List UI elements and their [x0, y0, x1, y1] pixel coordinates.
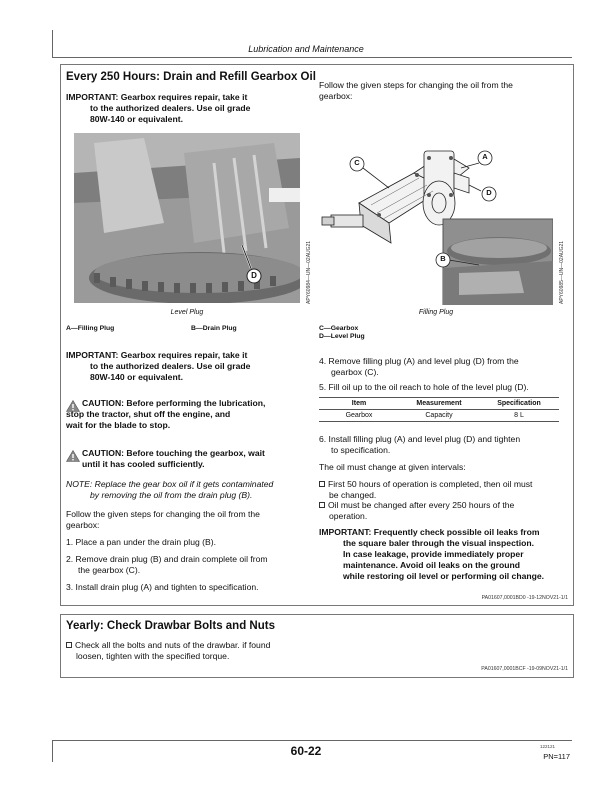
- legend-d: D—Level Plug: [319, 333, 365, 340]
- callout-b-fig2: B: [440, 254, 446, 263]
- footer-rule: [52, 740, 572, 741]
- legend-a: A—Filling Plug: [66, 325, 115, 332]
- important-2: IMPORTANT: Gearbox requires repair, take it to the authorized dealers. Use oil grade 80W-140 or equivalent.: [66, 350, 251, 382]
- page-number: 60-22: [290, 744, 322, 758]
- interval-1: First 50 hours of operation is completed, then oil must be changed.: [319, 479, 532, 501]
- table-row: Gearbox Capacity 8 L: [319, 410, 559, 422]
- section2-ref: PA01607,0001BCF -19-09NOV21-1/1: [481, 666, 568, 672]
- follow-left: Follow the given steps for changing the oil from the gearbox:: [66, 509, 260, 530]
- section-drawbar-title: Yearly: Check Drawbar Bolts and Nuts: [66, 620, 275, 632]
- running-header: Lubrication and Maintenance: [248, 44, 364, 54]
- fig2-caption: Filling Plug: [418, 309, 454, 316]
- callout-d-fig2: D: [486, 188, 492, 197]
- interval-2: Oil must be changed after every 250 hours of the operation.: [319, 500, 514, 522]
- important-3: IMPORTANT: Frequently check possible oil leaks from the square baler through the visual inspection. In case leakage, provide immediately proper maintenance. Avoid oil leaks on the ground while restoring oil level or performing oil change.: [319, 527, 545, 581]
- step-2: 2. Remove drain plug (B) and drain complete oil from the gearbox (C).: [66, 554, 268, 575]
- legend-c: C—Gearbox: [319, 325, 359, 332]
- caution-1: CAUTION: Before performing the lubrication,: [82, 398, 266, 408]
- step-3: 3. Install drain plug (A) and tighten to specification.: [66, 582, 259, 592]
- important-1: IMPORTANT: Gearbox requires repair, take it to the authorized dealers. Use oil grade 80W-140 or equivalent.: [66, 92, 251, 124]
- pn-number: PN=117: [543, 752, 570, 761]
- section-gearbox-title: Every 250 Hours: Drain and Refill Gearbox Oil: [66, 71, 316, 83]
- step-4: 4. Remove filling plug (A) and level plug (D) from the gearbox (C).: [319, 356, 519, 377]
- drawbar-text: Check all the bolts and nuts of the drawbar. if found loosen, tighten with the specified torque.: [66, 640, 270, 662]
- spec-table: [319, 397, 559, 422]
- checkbox-icon: [66, 642, 72, 648]
- warning-icon: [66, 450, 80, 462]
- level-plug-photo: [74, 133, 300, 303]
- fig1-code: APY60984—UN—02AUG21: [306, 240, 312, 304]
- section1-ref: PA01607,0001BD0 -19-12NOV21-1/1: [481, 595, 568, 601]
- callout-c-fig2: C: [354, 158, 360, 167]
- footer-small-code: 122121: [540, 744, 556, 749]
- step-1: 1. Place a pan under the drain plug (B).: [66, 537, 217, 547]
- header-left-rule: [52, 30, 53, 58]
- interval-intro: The oil must change at given intervals:: [319, 462, 466, 472]
- gearbox-figure: [319, 133, 553, 305]
- checkbox-icon: [319, 481, 325, 487]
- callout-a-fig2: A: [482, 152, 488, 161]
- caution-1-cont: stop the tractor, shut off the engine, and wait for the blade to stop.: [66, 409, 231, 430]
- header-rule: [52, 57, 572, 58]
- legend-b: B—Drain Plug: [191, 325, 237, 332]
- fig2-code: APY60985—UN—02AUG21: [559, 240, 565, 304]
- note: NOTE: Replace the gear box oil if it gets contaminated by removing the oil from the drain plug (B).: [66, 479, 274, 500]
- spec-table-header: Item Measurement Specification: [319, 398, 559, 410]
- step-6: 6. Install filling plug (A) and level plug (D) and tighten to specification.: [319, 434, 521, 455]
- step-5: 5. Fill oil up to the oil reach to hole of the level plug (D).: [319, 382, 529, 392]
- checkbox-icon: [319, 502, 325, 508]
- intro-right: Follow the given steps for changing the oil from the gearbox:: [319, 80, 513, 101]
- caution-2: CAUTION: Before touching the gearbox, wait until it has cooled sufficiently.: [82, 448, 265, 469]
- fig1-caption: Level Plug: [170, 309, 204, 316]
- level-plug-illustration: [74, 133, 300, 303]
- callout-d-fig1: D: [251, 271, 257, 280]
